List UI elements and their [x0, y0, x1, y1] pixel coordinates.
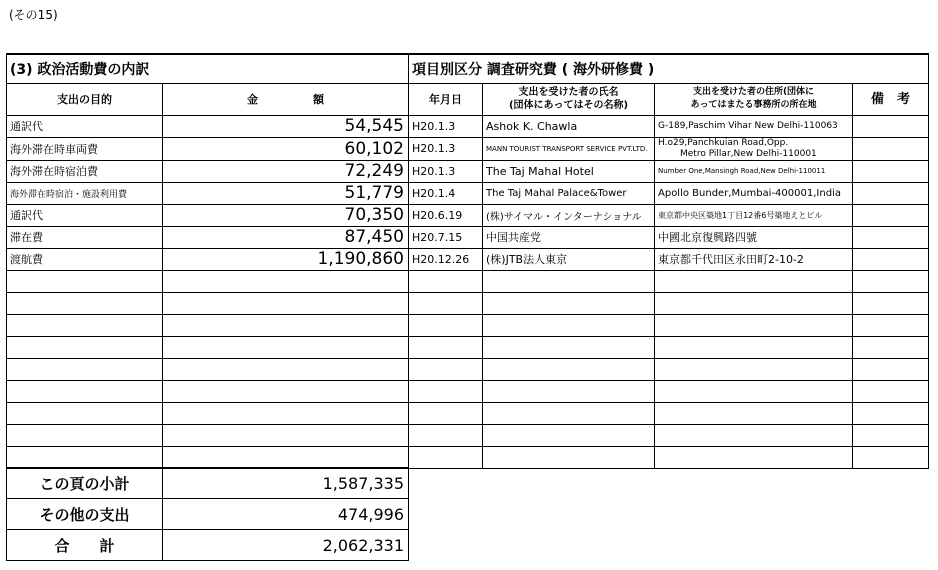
expenditure-table	[6, 53, 929, 469]
purpose-cell: 通訳代	[7, 204, 163, 226]
purpose-cell: 渡航費	[7, 248, 163, 270]
date-cell: H20.1.3	[409, 137, 483, 160]
empty-row	[7, 292, 929, 314]
table-row	[7, 204, 929, 226]
remarks-cell	[853, 226, 929, 248]
total-label: 合 計	[7, 530, 163, 561]
header-remarks: 備 考	[853, 83, 929, 115]
title-row	[7, 54, 929, 83]
date-cell: H20.1.3	[409, 160, 483, 182]
totals-table	[6, 467, 409, 561]
other-row	[7, 499, 409, 530]
table-row	[7, 226, 929, 248]
other-label: その他の支出	[7, 499, 163, 530]
purpose-cell: 海外滞在時宿泊・施設利用費	[7, 182, 163, 204]
amount-cell: 60,102	[163, 137, 409, 160]
empty-row	[7, 446, 929, 468]
empty-row	[7, 358, 929, 380]
header-address	[655, 83, 853, 115]
header-address-line1: 支出を受けた者の住所(団体に	[692, 87, 815, 97]
header-payee-line2: (団体にあってはその名称)	[508, 100, 629, 111]
amount-cell: 54,545	[163, 115, 409, 137]
header-payee	[483, 83, 655, 115]
empty-row	[7, 380, 929, 402]
purpose-cell: 滞在費	[7, 226, 163, 248]
header-payee-line1: 支出を受けた者の氏名	[518, 87, 619, 98]
payee-cell: 中国共産党	[483, 226, 655, 248]
table-row	[7, 182, 929, 204]
amount-cell: 51,779	[163, 182, 409, 204]
payee-cell: The Taj Mahal Palace&Tower	[483, 182, 655, 204]
remarks-cell	[853, 115, 929, 137]
address-cell: Apollo Bunder,Mumbai-400001,India	[655, 182, 853, 204]
address-cell: 中國北京復興路四號	[655, 226, 853, 248]
subtotal-label: この頁の小計	[7, 468, 163, 499]
date-cell: H20.12.26	[409, 248, 483, 270]
header-row	[7, 83, 929, 115]
table-row	[7, 115, 929, 137]
total-value: 2,062,331	[163, 530, 409, 561]
payee-cell: The Taj Mahal Hotel	[483, 160, 655, 182]
other-value: 474,996	[163, 499, 409, 530]
date-cell: H20.6.19	[409, 204, 483, 226]
address-cell: Number One,Mansingh Road,New Delhi-110011	[655, 160, 853, 182]
table-row	[7, 137, 929, 160]
payee-cell: (株)サイマル・インターナショナル	[483, 204, 655, 226]
subtotal-row	[7, 468, 409, 499]
empty-row	[7, 424, 929, 446]
purpose-cell: 海外滞在時宿泊費	[7, 160, 163, 182]
date-cell: H20.7.15	[409, 226, 483, 248]
section-title: (3) 政治活動費の内訳	[7, 54, 409, 83]
amount-cell: 1,190,860	[163, 248, 409, 270]
category-title: 項目別区分 調査研究費 ( 海外研修費 )	[409, 54, 929, 83]
amount-cell: 87,450	[163, 226, 409, 248]
address-cell: 東京都千代田区永田町2-10-2	[655, 248, 853, 270]
subtotal-value: 1,587,335	[163, 468, 409, 499]
address-line1: H.o29,Panchkuian Road,Opp.	[658, 137, 789, 148]
header-purpose: 支出の目的	[7, 83, 163, 115]
header-address-line2: あってはまたる事務所の所在地	[690, 100, 817, 110]
total-row	[7, 530, 409, 561]
address-cell: 東京都中央区築地1丁目12番6号築地えとビル	[655, 204, 853, 226]
payee-cell: Ashok K. Chawla	[483, 115, 655, 137]
purpose-cell: 通訳代	[7, 115, 163, 137]
amount-cell: 70,350	[163, 204, 409, 226]
address-cell: G-189,Paschim Vihar New Delhi-110063	[655, 115, 853, 137]
empty-row	[7, 402, 929, 424]
remarks-cell	[853, 182, 929, 204]
date-cell: H20.1.3	[409, 115, 483, 137]
remarks-cell	[853, 137, 929, 160]
header-date: 年月日	[409, 83, 483, 115]
empty-row	[7, 270, 929, 292]
header-amount: 金 額	[163, 83, 409, 115]
table-row	[7, 160, 929, 182]
address-line2: Metro Pillar,New Delhi-110001	[680, 148, 817, 159]
table-row	[7, 248, 929, 270]
payee-cell: (株)JTB法人東京	[483, 248, 655, 270]
remarks-cell	[853, 248, 929, 270]
address-cell	[655, 137, 853, 160]
remarks-cell	[853, 160, 929, 182]
date-cell: H20.1.4	[409, 182, 483, 204]
page-label: (その15)	[9, 8, 58, 22]
payee-cell: MANN TOURIST TRANSPORT SERVICE PVT.LTD.	[483, 137, 655, 160]
purpose-cell: 海外滞在時車両費	[7, 137, 163, 160]
empty-row	[7, 336, 929, 358]
empty-row	[7, 314, 929, 336]
amount-cell: 72,249	[163, 160, 409, 182]
remarks-cell	[853, 204, 929, 226]
